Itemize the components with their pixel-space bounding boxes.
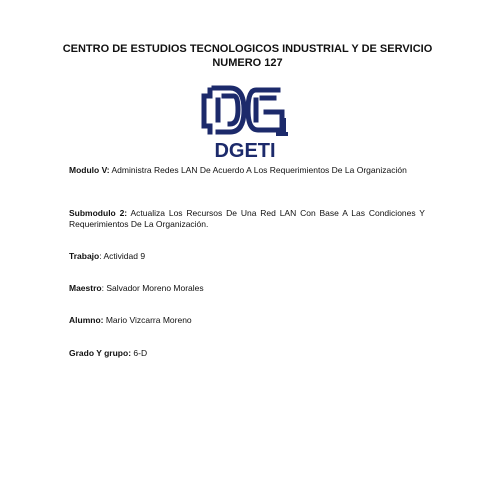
modulo-field <box>69 165 425 176</box>
trabajo-value: : Actividad 9 <box>99 251 146 261</box>
grado-grupo-value: 6-D <box>131 348 148 358</box>
modulo-label: Modulo V: <box>69 165 110 175</box>
dgeti-logo <box>200 82 290 160</box>
grado-grupo-label: Grado Y grupo: <box>69 348 132 358</box>
page-title: CENTRO DE ESTUDIOS TECNOLOGICOS INDUSTRIAL Y DE SERVICIO NUMERO 127 <box>62 43 433 69</box>
grado-grupo-field <box>69 348 425 359</box>
logo-text: DGETI <box>214 140 276 160</box>
submodulo-field <box>69 208 425 230</box>
maestro-field <box>69 283 425 294</box>
maestro-value: : Salvador Moreno Morales <box>101 283 204 293</box>
maestro-label: Maestro <box>69 283 102 293</box>
alumno-value: Mario Vizcarra Moreno <box>103 315 192 325</box>
alumno-field <box>69 315 425 326</box>
alumno-label: Alumno: <box>69 315 104 325</box>
trabajo-label: Trabajo <box>69 251 100 261</box>
submodulo-value: Actualiza Los Recursos De Una Red LAN Con Base A Las Condiciones Y Requerimientos De La Organización. <box>69 208 425 229</box>
submodulo-label: Submodulo 2: <box>69 208 128 218</box>
modulo-value: Administra Redes LAN De Acuerdo A Los Requerimientos De La Organización <box>109 165 407 175</box>
trabajo-field <box>69 251 425 262</box>
